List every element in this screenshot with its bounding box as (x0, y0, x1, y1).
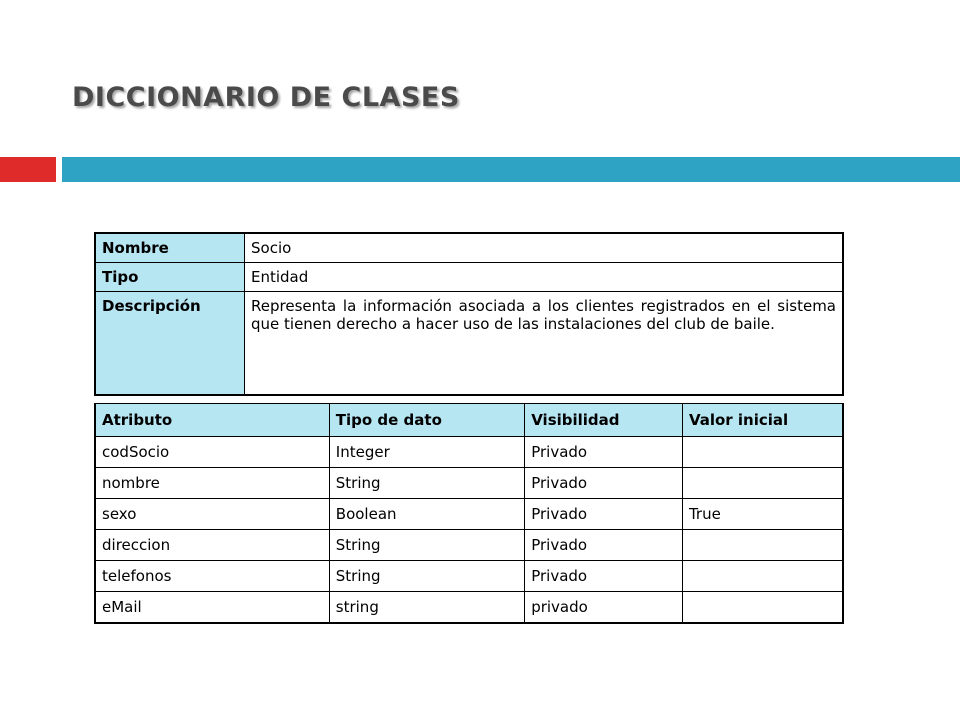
table-row (95, 561, 843, 592)
attribute-initial-value (682, 437, 843, 468)
attribute-visibility: Privado (525, 499, 683, 530)
header-visibilidad: Visibilidad (525, 404, 683, 437)
attribute-name: codSocio (95, 437, 329, 468)
attribute-type: string (329, 592, 524, 624)
header-valor-inicial: Valor inicial (682, 404, 843, 437)
header-atributo: Atributo (95, 404, 329, 437)
attribute-initial-value (682, 561, 843, 592)
attribute-name: sexo (95, 499, 329, 530)
attribute-type: String (329, 468, 524, 499)
attribute-name: eMail (95, 592, 329, 624)
accent-bar-blue (62, 157, 960, 182)
attribute-initial-value: True (682, 499, 843, 530)
attribute-visibility: Privado (525, 468, 683, 499)
table-row (95, 263, 843, 292)
header-tipo-de-dato: Tipo de dato (329, 404, 524, 437)
tipo-label: Tipo (95, 263, 245, 292)
attribute-initial-value (682, 530, 843, 561)
nombre-label: Nombre (95, 233, 245, 263)
table-row (95, 468, 843, 499)
nombre-value: Socio (245, 233, 844, 263)
table-row (95, 499, 843, 530)
attribute-type: Boolean (329, 499, 524, 530)
table-row (95, 292, 843, 396)
tipo-value: Entidad (245, 263, 844, 292)
descripcion-value: Representa la información asociada a los clientes registrados en el sistema que tienen derecho a hacer uso de las instalaciones del club de baile. (245, 292, 844, 396)
attribute-name: nombre (95, 468, 329, 499)
table-row (95, 233, 843, 263)
accent-bar-red (0, 157, 56, 182)
attribute-name: direccion (95, 530, 329, 561)
class-info-table (94, 232, 844, 396)
attribute-visibility: Privado (525, 530, 683, 561)
attribute-visibility: Privado (525, 437, 683, 468)
attribute-type: String (329, 561, 524, 592)
slide-title: DICCIONARIO DE CLASES (72, 82, 460, 113)
attribute-type: Integer (329, 437, 524, 468)
attribute-initial-value (682, 592, 843, 624)
attribute-name: telefonos (95, 561, 329, 592)
descripcion-label: Descripción (95, 292, 245, 396)
table-row (95, 530, 843, 561)
attributes-header-row (95, 404, 843, 437)
table-row (95, 592, 843, 624)
attributes-table (94, 403, 844, 624)
attribute-visibility: Privado (525, 561, 683, 592)
attribute-initial-value (682, 468, 843, 499)
attribute-visibility: privado (525, 592, 683, 624)
attribute-type: String (329, 530, 524, 561)
table-row (95, 437, 843, 468)
